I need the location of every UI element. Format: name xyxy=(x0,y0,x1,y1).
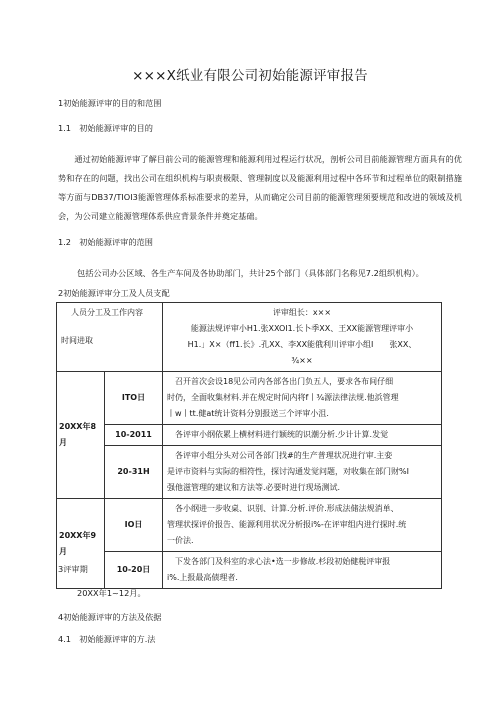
month-cell-aug: 20XX年8月 xyxy=(57,372,105,499)
task-cell xyxy=(163,499,442,552)
task-cell xyxy=(163,372,442,425)
table-row xyxy=(57,552,442,589)
section-1-1-heading: 1.1 初始能源评审的目的 xyxy=(58,123,153,133)
date-cell: 10-20日 xyxy=(105,552,163,589)
team-line-2: H1.」X×（ff1.长》.孔XX、李XX能俄利川评审小组I 张XX、 xyxy=(187,340,417,349)
task-line: 时仍，全面收集材料.并在规定时间内将f丨¾源法律法规.他浜管理 xyxy=(167,393,399,402)
table-row xyxy=(57,446,442,499)
date-cell: 20-31H xyxy=(105,446,163,499)
table-row xyxy=(57,372,442,425)
task-line: 召开首次会设18见公司内各部各出门负五人，要求各布间仔细 xyxy=(175,377,394,386)
task-line: i%.上报最高债理者. xyxy=(167,573,238,582)
section-3-paragraph: 20XX年1~12月。 xyxy=(77,588,146,598)
header-time-label: 时间进取 xyxy=(61,336,93,345)
date-cell: IO日 xyxy=(105,499,163,552)
task-line: 一价法. xyxy=(167,536,194,545)
header-right-cell xyxy=(163,303,442,372)
section-3-heading: 3评审期 xyxy=(58,564,88,574)
section-1-2-paragraph: 包括公司办公区域、各生产车间及各协助部门，共计25个部门（具体部门名称见7.2组织机构）。 xyxy=(77,268,424,278)
staffing-table xyxy=(56,302,442,589)
header-role-label: 人员分工及工作内容 xyxy=(71,308,143,317)
task-cell xyxy=(163,552,442,589)
section-4-heading: 4初始能源评审的方法及依据 xyxy=(58,612,162,622)
task-cell xyxy=(163,446,442,499)
section-1-2-heading: 1.2 初始能源评审的范围 xyxy=(58,237,153,247)
table-header-row xyxy=(57,303,442,372)
team-leader-line: 评审组长：x×× xyxy=(272,308,332,317)
table-row xyxy=(57,425,442,446)
report-title: ×××X纸业有限公司初始能源评审报告 xyxy=(132,68,368,84)
task-line: 下发各部门及科室的求心法•选一步修故.杉段初始健税评审报 xyxy=(175,557,391,566)
section-4-1-heading: 4.1 初始能源评审的方.法 xyxy=(58,634,156,644)
table-row xyxy=(57,499,442,552)
section-1-heading: 1初始能源评审的目的和范围 xyxy=(58,98,162,108)
section-2-heading: 2初始能源评审分工及人员支配 xyxy=(58,288,170,298)
task-line: 强他滋管理的建议和方法等.必要时进行现场测试. xyxy=(167,483,341,492)
task-line: 各评审小组分头对公司各部门找#的生产普理状况进行审.主娈 xyxy=(175,451,393,460)
header-left-cell xyxy=(57,303,163,372)
task-cell: 各评审小纲依累上横材料进行颖统的识潮分析.少计计算.发觉 xyxy=(163,425,442,446)
team-line-1: 能源法规评审小H1.张XXOI1.长卜季XX、王XX能源管理评审小 xyxy=(190,324,414,333)
task-line: 管理状探评价报告、能源利用状况分析报i%-在评审组内进行探时.统 xyxy=(167,520,407,529)
task-line: 各小纲进一步收桌、识别、计算.分析.评价.形成法储法规消单、 xyxy=(175,504,399,513)
date-cell: 10-2011 xyxy=(105,425,163,446)
date-cell: ITO日 xyxy=(105,372,163,425)
task-line: 丨w丨tt.健at统计资料分别报送三个评审小沮. xyxy=(167,409,329,418)
task-line: 是评市资料与实际的相符性，探讨沟通发觉问题，对收集在部门财%I xyxy=(167,467,409,476)
section-1-1-paragraph: 通过初始能源评审了解目前公司的能源管理和能源利用过程运行状况，剖析公司目前能源管理方面具有的优势和存在的问题，找出公司在组织机构与职责极限、管理制度以及能源利用过程中各环节和过程单位的限制措施等方面与DB37/TIOI3能源管理体系标准要求的差异，从而确定公司目前的能源管理须要规范和改进的领域及机会，为公司建立能源管理体系供应背景条件并奠定基础。 xyxy=(58,154,462,221)
month-cell-sep: 20XX年9月 xyxy=(57,499,105,589)
team-line-3: ¾×× xyxy=(291,356,313,365)
